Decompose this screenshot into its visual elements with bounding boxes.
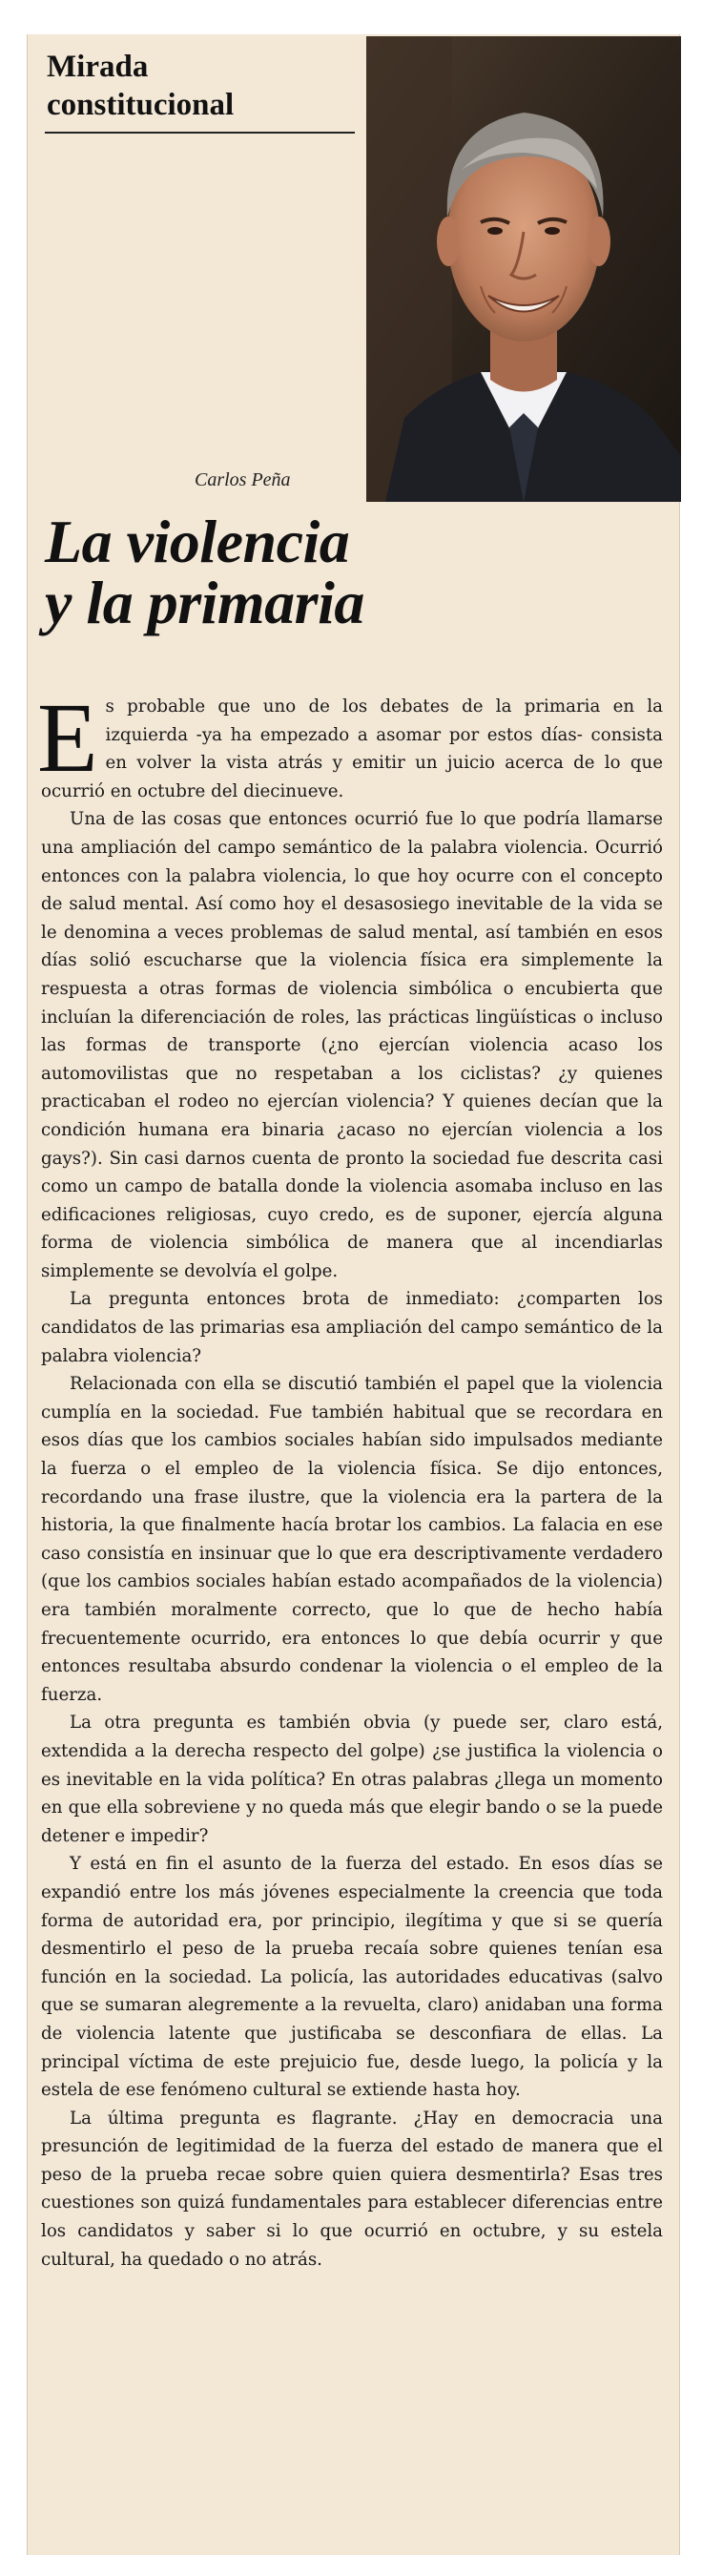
article-title [45, 508, 655, 636]
paragraph-4: Relacionada con ella se discutió también el papel que la violencia cumplía en la sociedad. Fue también habitual que se recordara en esos días que los cambios sociales habían sido impulsados mediante la fuerza o el empleo de la violencia física. Se dijo entonces, recordando una frase ilustre, que la violencia era la partera de la historia, la que finalmente hacía brotar los cambios. La falacia en ese caso consistía en insinuar que lo que era descriptivamente verdadero (que los cambios sociales habían estado acompañados de la violencia) era también moralmente correcto, que lo que de hecho había frecuentemente ocurrido, era entonces lo que debía ocurrir y que entonces resultaba absurdo condenar la violencia o el empleo de la fuerza. [41, 1374, 663, 1705]
column-panel [27, 34, 680, 2555]
article-title-line1: La violencia [45, 508, 350, 575]
paragraph-5: La otra pregunta es también obvia (y puede ser, claro está, extendida a la derecha respecto del golpe) ¿se justifica la violencia o es inevitable en la vida política? En otras palabras ¿llega un momento en que ella sobreviene y no queda más que elegir bando o se la puede detener e impedir? [41, 1713, 663, 1846]
author-portrait [366, 36, 681, 502]
author-name: Carlos Peña [195, 469, 291, 490]
drop-cap: E [37, 683, 98, 793]
paragraph-1-text: s probable que uno de los debates de la primaria en la izquierda -ya ha empezado a asomar por estos días- consista en volver la vista atrás y emitir un juicio acerca de lo que ocurrió en octubre del diecinueve. [41, 696, 663, 801]
paragraph-2: Una de las cosas que entonces ocurrió fue lo que podría llamarse una ampliación del campo semántico de la palabra violencia. Ocurrió entonces con la palabra violencia, lo que hoy ocurre con el concepto de salud mental. Así como hoy el desasosiego inevitable de la vida se le denomina a veces problemas de salud mental, así también en esos días solió escucharse que la violencia física era simplemente la respuesta a otras formas de violencia simbólica o encubierta que incluían la diferenciación de roles, las prácticas lingüísticas o incluso las formas de transporte (¿no ejercían violencia acaso los automovilistas que no respetaban a los ciclistas? ¿y quienes practicaban el rodeo no ejercían violencia? Y quienes decían que la condición humana era binaria ¿acaso no ejercían violencia a los gays?). Sin casi darnos cuenta de pronto la sociedad fue descrita casi como un campo de batalla donde la violencia asomaba incluso en las edificaciones religiosas, cuyo credo, es de suponer, ejercía alguna forma de violencia simbólica de manera que al incendiarlas simplemente se devolvía el golpe. [41, 809, 663, 1281]
paragraph-7: La última pregunta es flagrante. ¿Hay en democracia una presunción de legitimidad de la fuerza del estado de manera que el peso de la prueba recae sobre quien quiera desmentirla? Esas tres cuestiones son quizá fundamentales para establecer diferencias entre los candidatos y saber si lo que ocurrió en octubre, y su estela cultural, ha quedado o no atrás. [41, 2108, 663, 2270]
paragraph-1 [37, 683, 663, 805]
paragraph-3: La pregunta entonces brota de inmediato: ¿comparten los candidatos de las primarias esa ampliación del campo semántico de la palabra violencia? [41, 1289, 663, 1366]
column-name [47, 48, 234, 124]
paragraph-6: Y está en fin el asunto de la fuerza del estado. En esos días se expandió entre los más jóvenes especialmente la creencia que toda forma de autoridad era, por principio, ilegítima y que si se quería desmentirlo el peso de la prueba recaía sobre quienes tenían esa función en la sociedad. La policía, las autoridades educativas (salvo que se sumaran alegremente a la revuelta, claro) anidaban una forma de violencia latente que justificaba se desconfiara de ellas. La principal víctima de este prejuicio fue, desde luego, la policía y la estela de ese fenómeno cultural se extiende hasta hoy. [41, 1854, 663, 2101]
column-name-line1: Mirada [47, 50, 149, 84]
article-title-line2: y la primaria [45, 569, 364, 636]
column-name-line2: constitucional [47, 88, 235, 122]
header-rule [45, 132, 355, 134]
article-body [37, 683, 663, 2274]
